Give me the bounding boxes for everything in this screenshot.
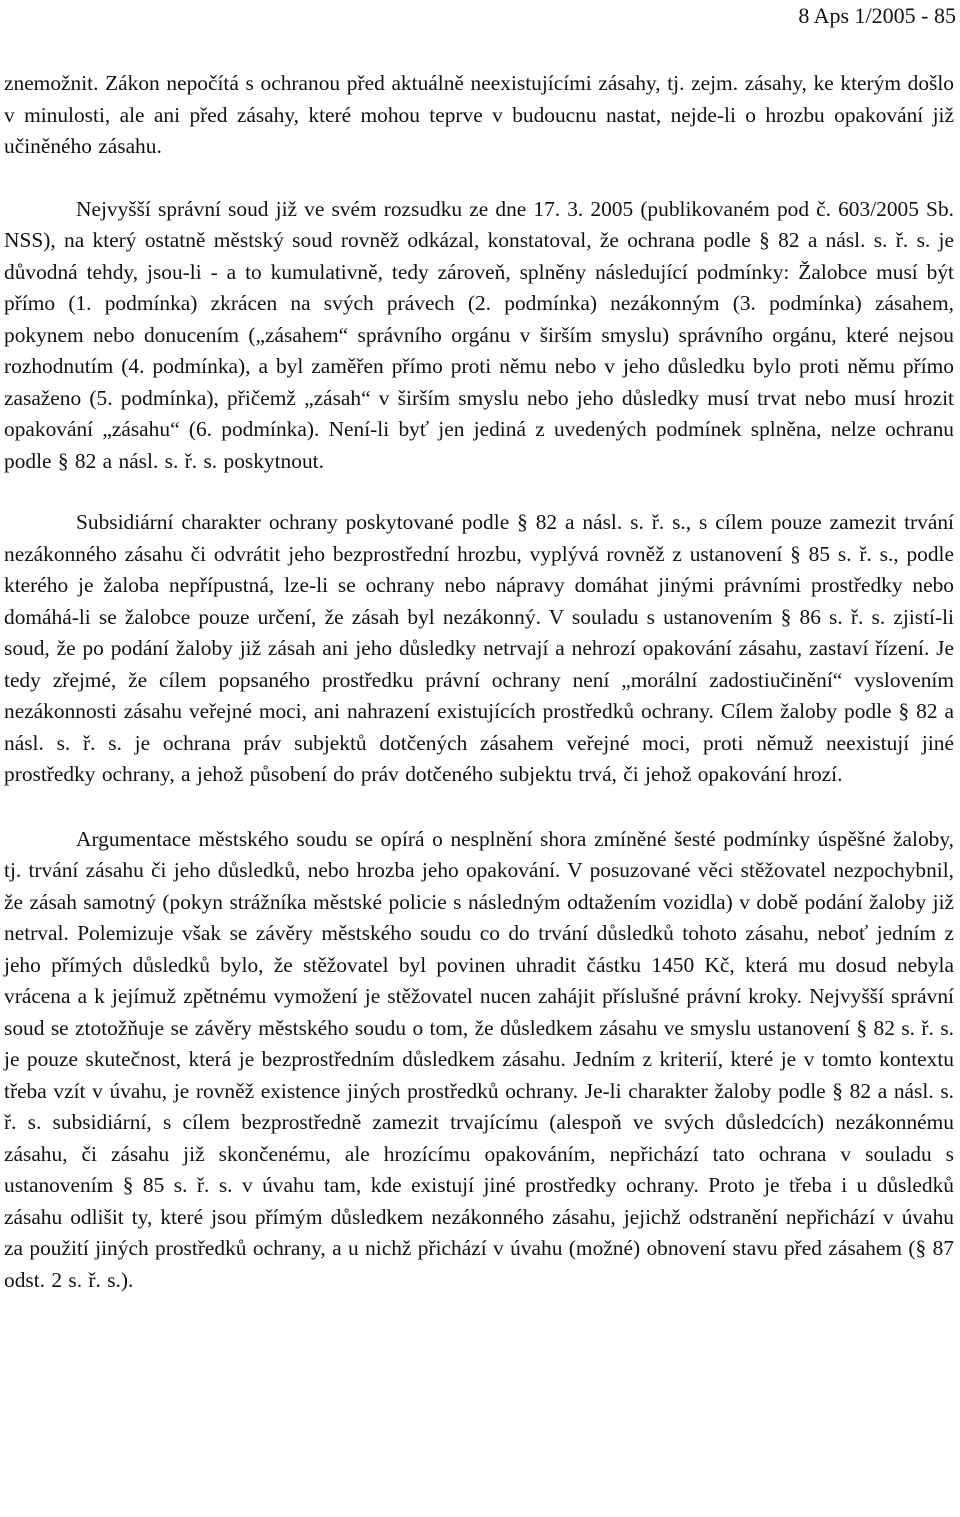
paragraph-subsidiarity: Subsidiární charakter ochrany poskytované podle § 82 a násl. s. ř. s., s cílem pouze zamezit trvání nezákonného zásahu či odvrátit jeho bezprostřední hrozbu, vyplývá rovněž z ustanovení § 85 s. ř. s., podle kterého je žaloba nepřípustná, lze-li se ochrany nebo nápravy domáhat jinými právními prostředky nebo domáhá-li se žalobce pouze určení, že zásah byl nezákonný. V souladu s ustanovením § 86 s. ř. s. zjistí-li soud, že po podání žaloby již zásah ani jeho důsledky netrvají a nehrozí opakování zásahu, zastaví řízení. Je tedy zřejmé, že cílem popsaného prostředku právní ochrany není „morální zadostiučinění“ vyslovením nezákonnosti zásahu veřejné moci, ani nahrazení existujících prostředků ochrany. Cílem žaloby podle § 82 a násl. s. ř. s. je ochrana práv subjektů dotčených zásahem veřejné moci, proti němuž neexistují jiné prostředky ochrany, a jehož působení do práv dotčeného subjektu trvá, či jehož opakování hrozí. [4,510,954,786]
paragraph-argumentation: Argumentace městského soudu se opírá o nesplnění shora zmíněné šesté podmínky úspěšné žaloby, tj. trvání zásahu či jeho důsledků, nebo hrozba jeho opakování. V posuzované věci stěžovatel nezpochybnil, že zásah samotný (pokyn strážníka městské policie s následným odtažením vozidla) v době podání žaloby již netrval. Polemizuje však se závěry městského soudu co do trvání důsledků tohoto zásahu, neboť jedním z jeho přímých důsledků bylo, že stěžovatel byl povinen uhradit částku 1450 Kč, která mu dosud nebyla vrácena a k jejímuž zpětnému vymožení je stěžovatel nucen zahájit příslušné právní kroky. Nejvyšší správní soud se ztotožňuje se závěry městského soudu o tom, že důsledkem zásahu ve smyslu ustanovení § 82 s. ř. s. je pouze skutečnost, která je bezprostředním důsledkem zásahu. Jedním z kriterií, které je v tomto kontextu třeba vzít v úvahu, je rovněž existence jiných prostředků ochrany. Je-li charakter žaloby podle § 82 a násl. s. ř. s. subsidiární, s cílem bezprostředně zamezit trvajícímu (alespoň ve svých důsledcích) nezákonnému zásahu, či zásahu již skončenému, ale hrozícímu opakováním, nepřichází tato ochrana v souladu s ustanovením § 85 s. ř. s. v úvahu tam, kde existují jiné prostředky ochrany. Proto je třeba i u důsledků zásahu odlišit ty, které jsou přímým důsledkem nezákonného zásahu, jejichž odstranění nepřichází v úvahu za použití jiných prostředků ochrany, a u nichž přichází v úvahu (možné) obnovení stavu před zásahem (§ 87 odst. 2 s. ř. s.). [4,826,954,1292]
paragraph-continuation: znemožnit. Zákon nepočítá s ochranou před aktuálně neexistujícími zásahy, tj. zejm. zásahy, ke kterým došlo v minulosti, ale ani před zásahy, které mohou teprve v budoucnu nastat, nejde-li o hrozbu opakování již učiněného zásahu. [4,71,954,158]
paragraph-conditions: Nejvyšší správní soud již ve svém rozsudku ze dne 17. 3. 2005 (publikovaném pod č. 603/2005 Sb. NSS), na který ostatně městský soud rovněž odkázal, konstatoval, že ochrana podle § 82 a násl. s. ř. s. je důvodná tehdy, jsou-li - a to kumulativně, tedy zároveň, splněny následující podmínky: Žalobce musí být přímo (1. podmínka) zkrácen na svých právech (2. podmínka) nezákonným (3. podmínka) zásahem, pokynem nebo donucením („zásahem“ správního orgánu v širším smyslu) správního orgánu, které nejsou rozhodnutím (4. podmínka), a byl zaměřen přímo proti němu nebo v jeho důsledku bylo proti němu přímo zasaženo (5. podmínka), přičemž „zásah“ v širším smyslu nebo jeho důsledky musí trvat nebo musí hrozit opakování „zásahu“ (6. podmínka). Není-li byť jen jediná z uvedených podmínek splněna, nelze ochranu podle § 82 a násl. s. ř. s. poskytnout. [4,196,954,473]
page-reference: 8 Aps 1/2005 - 85 [798,3,956,28]
document-body [4,68,954,1296]
